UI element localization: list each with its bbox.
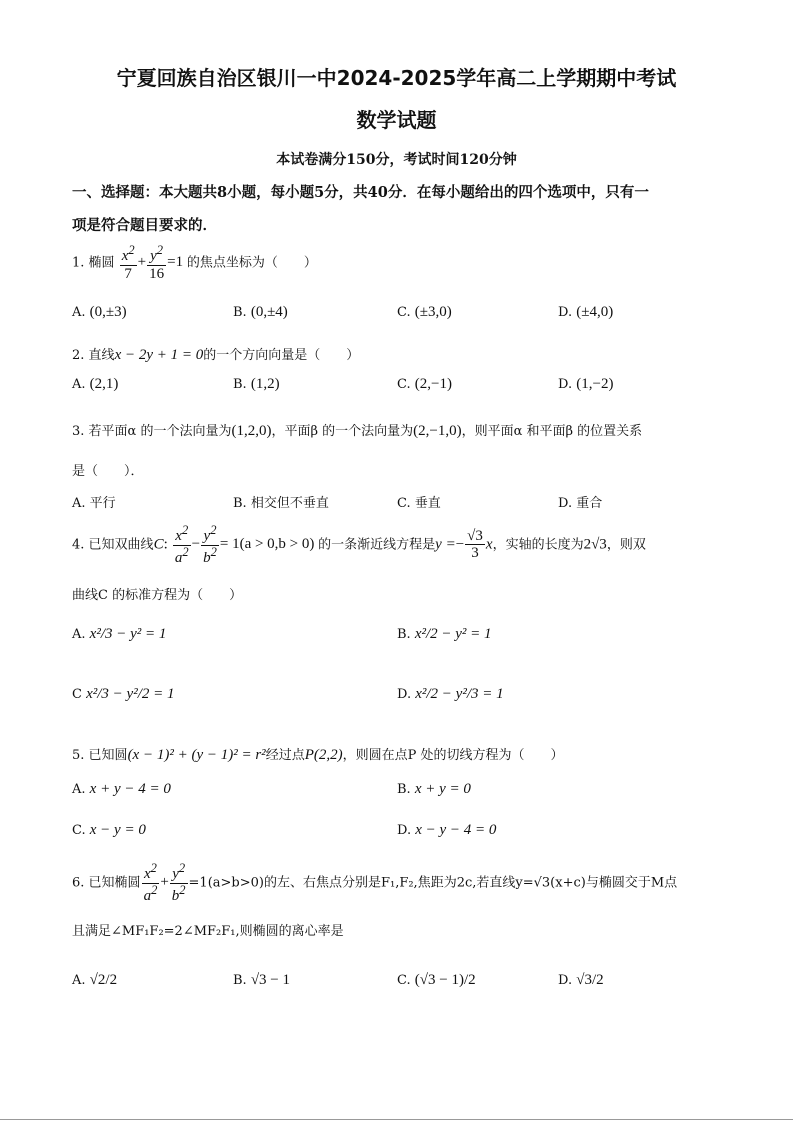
question-number: 1. bbox=[72, 255, 85, 271]
q6-option-c[interactable]: C. (√3 − 1)/2 bbox=[397, 972, 476, 988]
question-6-line2: 且满足∠MF₁F₂=2∠MF₂F₁,则椭圆的离心率是 bbox=[72, 924, 344, 939]
q3-option-d[interactable]: D. 重合 bbox=[558, 496, 603, 511]
q5-option-d[interactable]: D. x − y − 4 = 0 bbox=[397, 822, 497, 838]
section-heading-line2: 项是符合题目要求的． bbox=[72, 217, 217, 234]
q4-option-c[interactable]: C x²/3 − y²/2 = 1 bbox=[72, 686, 175, 702]
question-3: 3. 若平面α 的一个法向量为(1,2,0)，平面β 的一个法向量为(2,−1,0)，则平面α 和平面β 的位置关系 bbox=[72, 423, 643, 439]
q1-option-b[interactable]: B. (0,±4) bbox=[233, 304, 288, 320]
q5-option-b[interactable]: B. x + y = 0 bbox=[397, 781, 471, 797]
q4-option-b[interactable]: B. x²/2 − y² = 1 bbox=[397, 626, 492, 642]
q1-option-d[interactable]: D. (±4,0) bbox=[558, 304, 614, 320]
question-1 bbox=[72, 244, 317, 282]
q6-option-a[interactable]: A. √2/2 bbox=[72, 972, 118, 988]
q5-option-c[interactable]: C. x − y = 0 bbox=[72, 822, 146, 838]
q2-option-a[interactable]: A. (2,1) bbox=[72, 376, 119, 392]
line-equation: x − 2y + 1 = 0 bbox=[114, 347, 204, 363]
q6-option-b[interactable]: B. √3 − 1 bbox=[233, 972, 291, 988]
q2-option-b[interactable]: B. (1,2) bbox=[233, 376, 280, 392]
question-4-line2: 曲线C 的标准方程为（ ） bbox=[72, 588, 243, 603]
question-2: 2. 直线x − 2y + 1 = 0的一个方向向量是（ ） bbox=[72, 347, 360, 363]
q1-option-c[interactable]: C. (±3,0) bbox=[397, 304, 452, 320]
exam-info: 本试卷满分150分，考试时间120分钟 bbox=[276, 152, 517, 168]
q4-option-d[interactable]: D. x²/2 − y²/3 = 1 bbox=[397, 686, 504, 702]
hyperbola-equation: $\frac{x^2}{a^2}$ − $\frac{y^2}{b^2}$ = 1(a > 0,b > 0) bbox=[174, 523, 315, 566]
circle-equation: (x − 1)² + (y − 1)² = r² bbox=[127, 747, 266, 763]
page-bottom-divider bbox=[0, 1119, 793, 1120]
question-3-line2: 是（ ）． bbox=[72, 464, 144, 479]
q1-option-a[interactable]: A. (0,±3) bbox=[72, 304, 127, 320]
section-heading-line1: 一、选择题：本大题共8小题，每小题5分，共40分．在每小题给出的四个选项中，只有一 bbox=[72, 184, 649, 201]
ellipse-equation: $\frac{x^2}{7}$ + $\frac{y^2}{16}$ =1 bbox=[121, 243, 184, 282]
question-number: 2. bbox=[72, 348, 85, 363]
q4-option-a[interactable]: A. x²/3 − y² = 1 bbox=[72, 626, 167, 642]
question-5: 5. 已知圆(x − 1)² + (y − 1)² = r²经过点P(2,2)，则圆在点P 处的切线方程为（ ） bbox=[72, 747, 564, 763]
page-subtitle: 数学试题 bbox=[356, 108, 437, 132]
question-6: 6. 已知椭圆 $\frac{x^2}{a^2}$ + $\frac{y^2}{b^2}$ =1(a>b>0)的左、右焦点分别是F₁,F₂,焦距为2c,若直线y=√3(x+c)与椭圆交于M点 bbox=[72, 861, 678, 904]
q3-option-c[interactable]: C. 垂直 bbox=[397, 496, 441, 511]
question-text: 的焦点坐标为（ ） bbox=[186, 255, 317, 271]
q2-option-c[interactable]: C. (2,−1) bbox=[397, 376, 452, 392]
q5-option-a[interactable]: A. x + y − 4 = 0 bbox=[72, 781, 171, 797]
page-title: 宁夏回族自治区银川一中2024-2025学年高二上学期期中考试 bbox=[116, 66, 677, 90]
q3-option-a[interactable]: A. 平行 bbox=[72, 496, 116, 511]
q3-option-b[interactable]: B. 相交但不垂直 bbox=[233, 496, 329, 511]
question-text: 椭圆 bbox=[88, 255, 115, 271]
q6-option-d[interactable]: D. √3/2 bbox=[558, 972, 604, 988]
question-4: 4. 已知双曲线C: $\frac{x^2}{a^2}$ − $\frac{y^2}{b^2}$ = 1(a > 0,b > 0) 的一条渐近线方程是y =− $\frac{√3}{3}$ x，实轴的长度为2√3，则双 bbox=[72, 523, 646, 566]
q2-option-d[interactable]: D. (1,−2) bbox=[558, 376, 614, 392]
